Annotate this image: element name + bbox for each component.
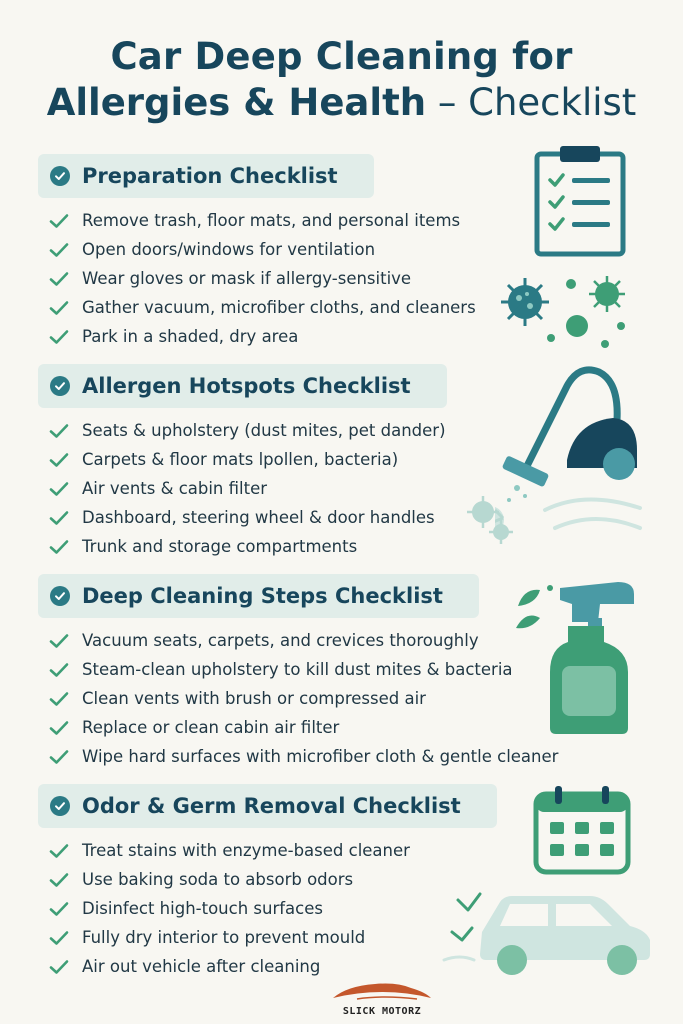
check-icon: [48, 329, 70, 345]
checklist-item-label: Remove trash, floor mats, and personal items: [82, 211, 461, 230]
check-icon: [48, 749, 70, 765]
checklist-item-label: Carpets & floor mats lpollen, bacteria): [82, 450, 399, 469]
checklist-item: [38, 742, 578, 771]
checklist-item: [38, 206, 508, 235]
checklist-item: [38, 894, 508, 923]
check-icon: [48, 539, 70, 555]
check-circle-icon: [50, 796, 70, 816]
checklist-item-label: Vacuum seats, carpets, and crevices thoroughly: [82, 631, 479, 650]
check-icon: [48, 452, 70, 468]
check-icon: [48, 662, 70, 678]
checklist-item-label: Wear gloves or mask if allergy-sensitive: [82, 269, 412, 288]
dust-particles-icon: [465, 490, 515, 550]
section-odor-germ-removal: [38, 784, 508, 981]
check-icon: [48, 271, 70, 287]
check-icon: [48, 691, 70, 707]
check-icon: [48, 843, 70, 859]
vacuum-icon: [495, 360, 645, 550]
check-icon: [48, 930, 70, 946]
checklist-item-label: Disinfect high-touch surfaces: [82, 899, 323, 918]
title-line-1: Car Deep Cleaning for: [110, 35, 573, 78]
checklist-item: [38, 293, 508, 322]
check-icon: [48, 242, 70, 258]
brand-logo: [322, 978, 442, 1017]
checklist-item-label: Air vents & cabin filter: [82, 479, 268, 498]
check-circle-icon: [50, 376, 70, 396]
check-icon: [48, 300, 70, 316]
section-preparation: [38, 154, 508, 351]
checklist-item: [38, 532, 508, 561]
checklist: [38, 416, 508, 561]
checklist-item: [38, 626, 578, 655]
check-icon: [48, 423, 70, 439]
checklist-item: [38, 264, 508, 293]
checklist-item: [38, 235, 508, 264]
checklist-item-label: Seats & upholstery (dust mites, pet dander): [82, 421, 446, 440]
check-icon: [48, 959, 70, 975]
checklist-item-label: Gather vacuum, microfiber cloths, and cleaners: [82, 298, 476, 317]
checklist-item-label: Trunk and storage compartments: [82, 537, 358, 556]
checklist-item-label: Wipe hard surfaces with microfiber cloth & gentle cleaner: [82, 747, 559, 766]
checklist-item-label: Park in a shaded, dry area: [82, 327, 299, 346]
checklist: [38, 626, 578, 771]
checklist-item: [38, 322, 508, 351]
checklist-item: [38, 684, 578, 713]
car-icon: [440, 890, 660, 980]
checklist-item-label: Treat stains with enzyme-based cleaner: [82, 841, 410, 860]
check-icon: [48, 633, 70, 649]
section-title: Odor & Germ Removal Checklist: [82, 794, 461, 818]
checklist-item: [38, 952, 508, 981]
section-header: [38, 154, 374, 198]
checklist-item-label: Air out vehicle after cleaning: [82, 957, 321, 976]
checklist-item: [38, 503, 508, 532]
checklist-item-label: Open doors/windows for ventilation: [82, 240, 376, 259]
section-allergen-hotspots: [38, 364, 508, 561]
section-header: [38, 574, 479, 618]
calendar-icon: [533, 784, 631, 876]
brand-name: SLICK MOTORZ: [342, 1006, 422, 1017]
checklist-item-label: Fully dry interior to prevent mould: [82, 928, 366, 947]
sports-car-logo-icon: [327, 978, 437, 1004]
spray-bottle-icon: [510, 578, 640, 738]
clipboard-icon: [530, 144, 630, 260]
germ-icon: [495, 270, 635, 352]
checklist-item-label: Use baking soda to absorb odors: [82, 870, 354, 889]
section-title: Allergen Hotspots Checklist: [82, 374, 411, 398]
section-header: [38, 364, 447, 408]
checklist-item: [38, 416, 508, 445]
section-deep-cleaning-steps: [38, 574, 578, 771]
checklist-item-label: Dashboard, steering wheel & door handles: [82, 508, 435, 527]
checklist-item-label: Steam-clean upholstery to kill dust mites & bacteria: [82, 660, 513, 679]
check-circle-icon: [50, 166, 70, 186]
section-title: Preparation Checklist: [82, 164, 338, 188]
checklist-item-label: Clean vents with brush or compressed air: [82, 689, 426, 708]
checklist-item: [38, 655, 578, 684]
section-title: Deep Cleaning Steps Checklist: [82, 584, 443, 608]
checklist-item: [38, 474, 508, 503]
checklist-item: [38, 713, 578, 742]
checklist-item-label: Replace or clean cabin air filter: [82, 718, 340, 737]
checklist: [38, 206, 508, 351]
title-light: – Checklist: [426, 81, 637, 124]
check-icon: [48, 720, 70, 736]
check-icon: [48, 872, 70, 888]
checklist-item: [38, 836, 508, 865]
check-icon: [48, 510, 70, 526]
checklist-item: [38, 865, 508, 894]
title-line-2: [0, 80, 683, 126]
check-icon: [48, 213, 70, 229]
check-circle-icon: [50, 586, 70, 606]
checklist: [38, 836, 508, 981]
checklist-item: [38, 923, 508, 952]
check-icon: [48, 901, 70, 917]
checklist-item: [38, 445, 508, 474]
page-title: [0, 34, 683, 126]
check-icon: [48, 481, 70, 497]
section-header: [38, 784, 497, 828]
title-bold: Allergies & Health: [46, 81, 427, 124]
